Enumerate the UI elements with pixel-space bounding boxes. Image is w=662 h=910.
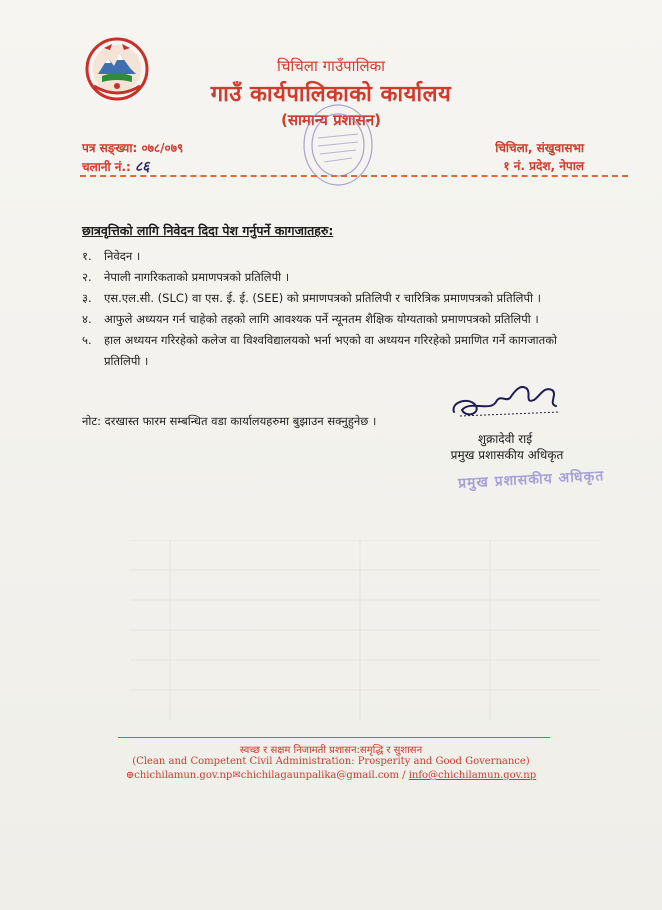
- footer-divider: [118, 737, 550, 738]
- designation-stamp: प्रमुख प्रशासकीय अधिकृत: [457, 468, 605, 492]
- list-item-text: हाल अध्ययन गरिरहेको कलेज वा विश्वविद्यालयको भर्ना भएको वा अध्ययन गरिरहेको प्रमाणित गर्ने कागजातको प्रतिलिपी ।: [104, 333, 558, 368]
- bleed-through-ghost: [130, 540, 600, 720]
- list-item-number: २.: [82, 270, 92, 284]
- place-line-1: चिचिला, संखुवासभा: [495, 141, 584, 155]
- footer-separator: /: [402, 770, 406, 781]
- office-name: गाउँ कार्यपालिकाको कार्यालय: [210, 82, 452, 107]
- globe-icon: ⊕: [125, 770, 135, 781]
- municipality-name: चिचिला गाउँपालिका: [276, 57, 386, 75]
- list-item-text: निवेदन ।: [104, 249, 141, 263]
- footer-motto-english: (Clean and Competent Civil Administration: Prosperity and Good Governance): [132, 756, 530, 767]
- list-item: [82, 267, 562, 288]
- list-item-text: नेपाली नागरिकताको प्रमाणपत्रको प्रतिलिपी ।: [104, 270, 290, 284]
- list-item: [82, 288, 562, 309]
- list-item-number: १.: [82, 249, 92, 263]
- list-item: [82, 309, 562, 330]
- list-item-number: ३.: [82, 291, 92, 305]
- list-item: [82, 330, 562, 372]
- section-name: (सामान्य प्रशासन): [280, 111, 382, 129]
- dispatch-number-label: चलानी नं.:: [82, 160, 131, 174]
- dispatch-number: [82, 157, 149, 176]
- submission-note: नोट: दरखास्त फारम सम्बन्धित वडा कार्यालयहरुमा बुझाउन सक्नुहुनेछ ।: [82, 414, 377, 428]
- place-line-2: १ नं. प्रदेश, नेपाल: [503, 159, 584, 173]
- letter-number-value: ०७८/०७९: [141, 141, 184, 155]
- handwritten-signature: [440, 372, 570, 427]
- header-divider: [80, 175, 628, 177]
- letter-number: [82, 139, 183, 156]
- signatory-title: प्रमुख प्रशासकीय अधिकृत: [450, 448, 564, 462]
- signatory-name: शुक्रादेवी राई: [477, 432, 533, 446]
- footer-website[interactable]: chichilamun.gov.np: [134, 770, 233, 781]
- list-item: [82, 246, 562, 267]
- footer-contacts: [0, 770, 662, 781]
- document-subject: छात्रवृत्तिको लागि निवेदन दिदा पेश गर्नुपर्ने कागजातहरु:: [82, 223, 334, 238]
- list-item-number: ५.: [82, 333, 92, 347]
- letter-number-label: पत्र सङ्ख्या:: [82, 141, 138, 155]
- footer-email[interactable]: chichilagaunpalika@gmail.com: [240, 770, 399, 781]
- list-item-text: एस.एल.सी. (SLC) वा एस. ई. ई. (SEE) को प्रमाणपत्रको प्रतिलिपी र चारित्रिक प्रमाणपत्रको प्रतिलिपी ।: [104, 291, 541, 305]
- footer-motto-nepali: स्वच्छ र सक्षम निजामती प्रशासन:समृद्धि र सुशासन: [239, 745, 423, 756]
- list-item-number: ४.: [82, 312, 92, 326]
- footer-info-email-link[interactable]: info@chichilamun.gov.np: [408, 770, 537, 781]
- list-item-text: आफुले अध्ययन गर्न चाहेको तहको लागि आवश्यक पर्ने न्यूनतम शैक्षिक योग्यताको प्रमाणपत्रको प्रतिलिपी ।: [104, 312, 539, 326]
- required-documents-list: [82, 246, 562, 372]
- envelope-icon: ✉: [232, 770, 241, 781]
- dispatch-number-value: ८६: [134, 159, 150, 175]
